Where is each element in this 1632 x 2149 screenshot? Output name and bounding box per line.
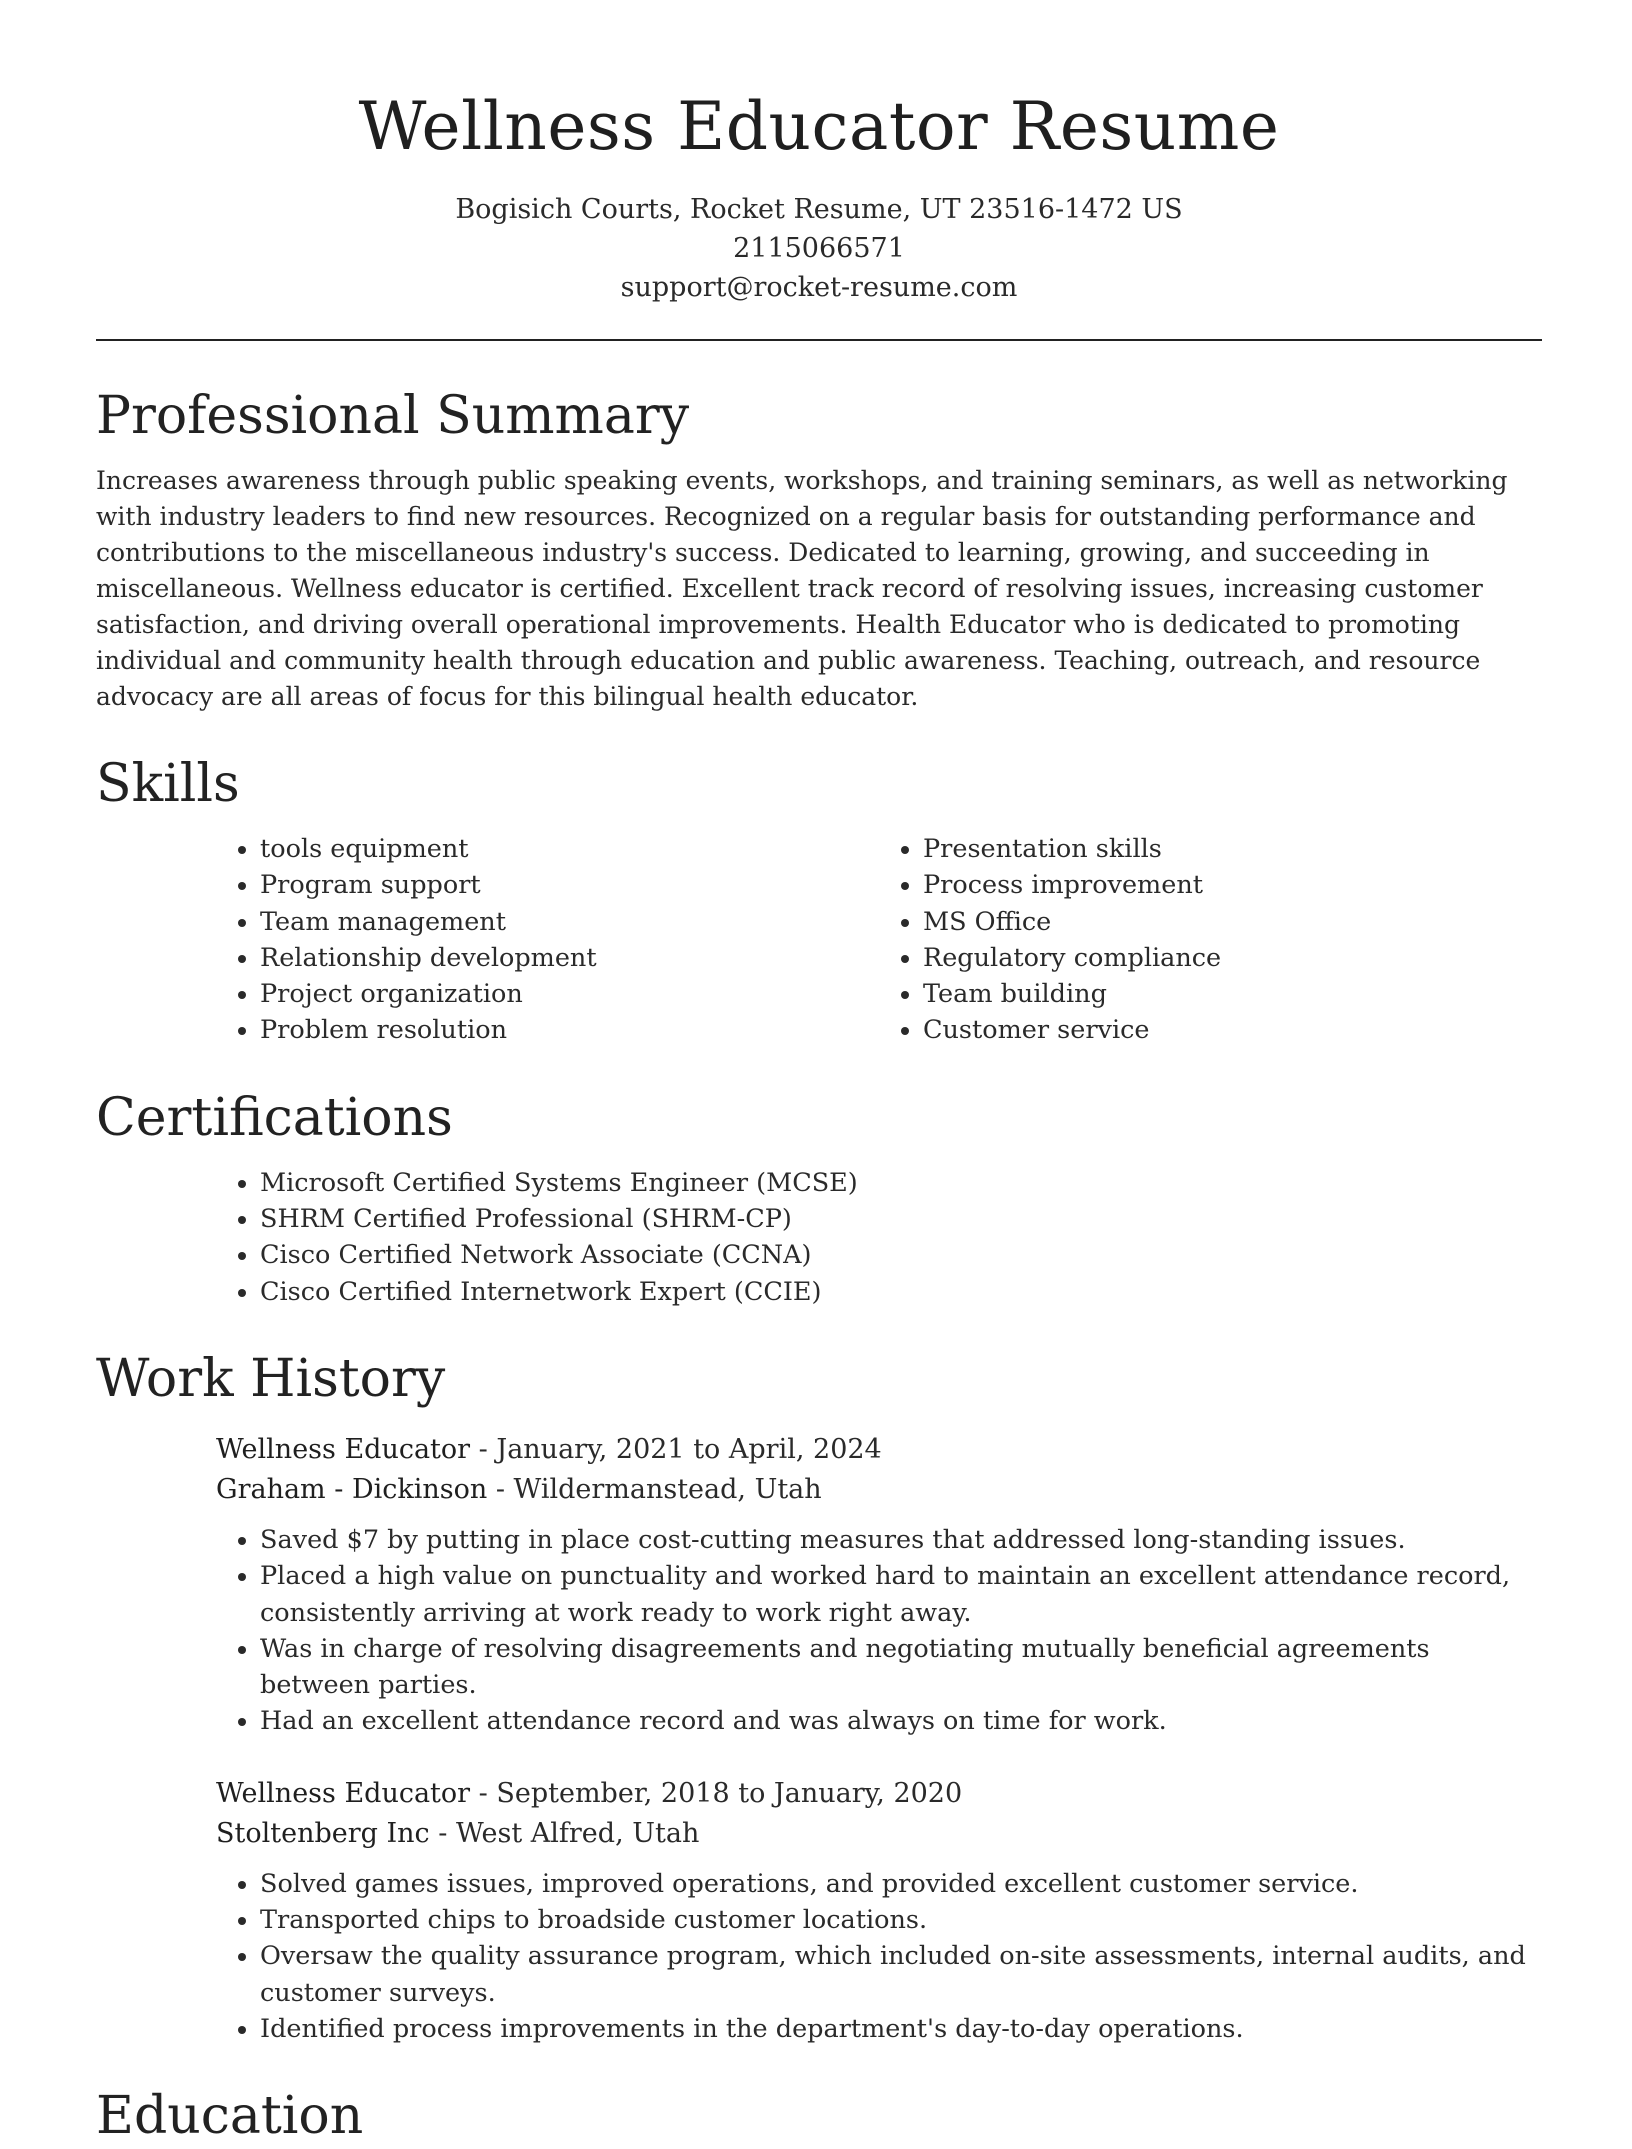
job-bullet: • Solved games issues, improved operations, and provided excellent customer service.	[260, 1866, 1542, 1902]
skill-item: • Regulatory compliance	[923, 940, 1542, 976]
certification-item: • Microsoft Certified Systems Engineer (MCSE)	[260, 1165, 1542, 1201]
summary-text: Increases awareness through public speaking events, workshops, and training seminars, as well as networking with industry leaders to find new resources. Recognized on a regular basis for outstanding performance and contributions to the miscellaneous industry's success. Dedicated to learning, growing, and succeeding in miscellaneous. Wellness educator is certified. Excellent track record of resolving issues, increasing customer satisfaction, and driving overall operational improvements. Health Educator who is dedicated to promoting individual and community health through education and public awareness. Teaching, outreach, and resource advocacy are all areas of focus for this bilingual health educator.	[96, 466, 1508, 711]
job-title-line	[216, 1430, 1542, 1470]
job-bullet: • Transported chips to broadside customer locations.	[260, 1902, 1542, 1938]
job-role: Wellness Educator	[216, 1777, 471, 1809]
job-bullet: • Had an excellent attendance record and was always on time for work.	[260, 1703, 1542, 1739]
skills-heading: Skills	[96, 754, 240, 814]
job-location: - West Alfred, Utah	[429, 1817, 700, 1849]
skill-item: • Project organization	[260, 976, 879, 1012]
job-role: Wellness Educator	[216, 1433, 471, 1465]
phone: 2115066571	[733, 233, 905, 264]
resume-title: Wellness Educator Resume	[358, 88, 1280, 165]
education-section	[96, 2083, 1542, 2149]
resume-page	[96, 0, 1542, 2149]
skills-list-right	[879, 831, 1542, 1049]
certification-item: • Cisco Certified Internetwork Expert (CCIE)	[260, 1274, 1542, 1310]
skills-list-left	[216, 831, 879, 1049]
skill-item: • Problem resolution	[260, 1012, 879, 1048]
job-entry	[216, 1774, 1542, 2047]
job-dates: - September, 2018 to January, 2020	[470, 1777, 963, 1809]
certification-item: • SHRM Certified Professional (SHRM-CP)	[260, 1201, 1542, 1237]
skill-item: • MS Office	[923, 904, 1542, 940]
job-bullets	[216, 1522, 1542, 1740]
job-location: - Wildermanstead, Utah	[487, 1473, 822, 1505]
job-company-line	[216, 1814, 1542, 1854]
skill-item: • Team building	[923, 976, 1542, 1012]
skills-section	[96, 751, 1542, 1049]
certifications-list	[216, 1165, 1542, 1310]
job-company: Stoltenberg Inc	[216, 1817, 430, 1849]
certifications-section	[96, 1085, 1542, 1310]
certifications-heading: Certifications	[96, 1087, 453, 1148]
job-bullet: • Identified process improvements in the department's day-to-day operations.	[260, 2011, 1542, 2047]
skill-item: • tools equipment	[260, 831, 879, 867]
summary-section	[96, 383, 1542, 715]
skill-item: • Team management	[260, 904, 879, 940]
work-history-heading: Work History	[96, 1348, 446, 1409]
skill-item: • Presentation skills	[923, 831, 1542, 867]
skill-item: • Program support	[260, 867, 879, 903]
job-title-line	[216, 1774, 1542, 1814]
job-bullet: • Placed a high value on punctuality and worked hard to maintain an excellent attendance record, consistently arriving at work ready to work right away.	[260, 1558, 1542, 1631]
header-divider	[96, 339, 1542, 341]
job-bullets	[216, 1866, 1542, 2047]
job-company: Graham - Dickinson	[216, 1473, 488, 1505]
education-heading: Education	[96, 2086, 364, 2147]
work-history-section	[96, 1346, 1542, 2047]
job-entry	[216, 1430, 1542, 1740]
skill-item: • Relationship development	[260, 940, 879, 976]
job-company-line	[216, 1470, 1542, 1510]
job-dates: - January, 2021 to April, 2024	[470, 1433, 882, 1465]
resume-header	[96, 0, 1542, 307]
job-bullet: • Was in charge of resolving disagreements and negotiating mutually beneficial agreements between parties.	[260, 1631, 1542, 1704]
contact-block	[96, 190, 1542, 307]
email: support@rocket-resume.com	[620, 272, 1018, 303]
skill-item: • Process improvement	[923, 867, 1542, 903]
certification-item: • Cisco Certified Network Associate (CCNA)	[260, 1237, 1542, 1273]
job-bullet: • Oversaw the quality assurance program, which included on-site assessments, internal audits, and customer surveys.	[260, 1938, 1542, 2011]
job-bullet: • Saved $7 by putting in place cost-cutting measures that addressed long-standing issues.	[260, 1522, 1542, 1558]
address: Bogisich Courts, Rocket Resume, UT 23516-1472 US	[455, 194, 1183, 225]
summary-heading: Professional Summary	[96, 386, 690, 446]
skills-columns	[216, 831, 1542, 1049]
skill-item: • Customer service	[923, 1012, 1542, 1048]
